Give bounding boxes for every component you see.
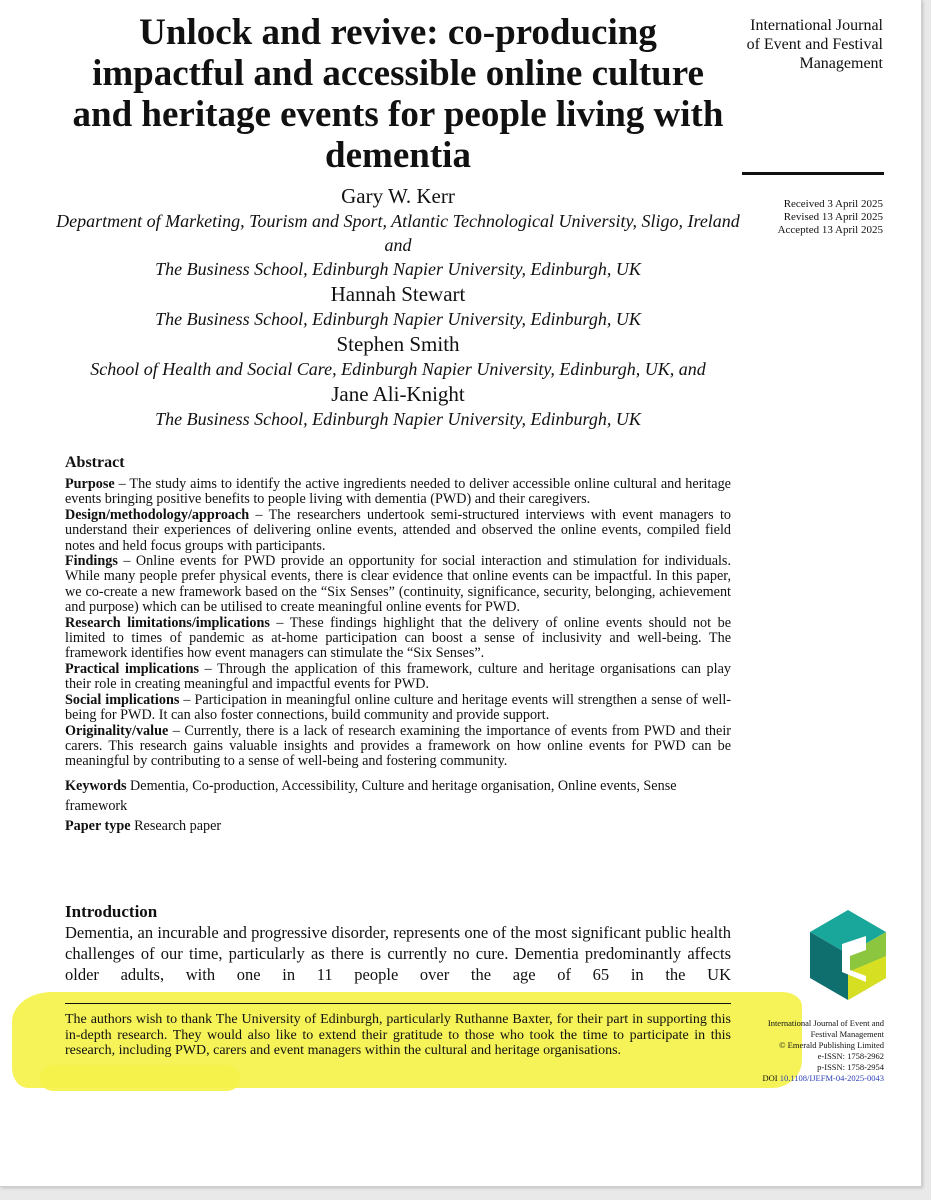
section-text: – Through the application of this framework, culture and heritage organisations can play their role in creating meaningful and impactful events for PWD. (65, 660, 731, 693)
abstract-limitations (65, 616, 731, 662)
publisher-pissn: p-ISSN: 1758-2954 (817, 1062, 884, 1072)
section-text: – Online events for PWD provide an opportunity for social interaction and stimulation for individuals. While many people prefer physical events, there is clear evidence that online events can be impactful. In this paper, we co-create a new framework based on the “Six Senses” (continuity, significance, security, belonging, achievement and purpose) which can be utilised to create meaningful online events for PWD. (65, 553, 731, 616)
section-text: – Participation in meaningful online culture and heritage events will strengthen a sense of well-being for PWD. It can also foster connections, build community and provide support. (65, 691, 732, 724)
author-affiliation: The Business School, Edinburgh Napier University, Edinburgh, UK (155, 409, 641, 429)
introduction-text: Dementia, an incurable and progressive disorder, represents one of the most significant public health challenges of our time, particularly as there is currently no cure. Dementia predominantly affects older adults, with one in 11 people over the age of 65 in the UK (65, 923, 731, 984)
paper-title: Unlock and revive: co-producing impactful and accessible online culture and heritage events for people living with dementia (72, 12, 724, 176)
abstract-design (65, 508, 731, 554)
abstract-findings (65, 554, 731, 616)
doi-label: DOI (762, 1073, 778, 1083)
highlighter-mark-tail (40, 1065, 240, 1091)
revised-date: Revised 13 April 2025 (783, 211, 883, 223)
abstract (65, 453, 731, 836)
author-affiliation: School of Health and Social Care, Edinburgh Napier University, Edinburgh, UK, and (90, 359, 706, 379)
doi-link[interactable]: 10.1108/IJEFM-04-2025-0043 (779, 1073, 884, 1083)
accepted-date: Accepted 13 April 2025 (777, 224, 883, 236)
section-text: – The researchers undertook semi-structured interviews with event managers to understand their experiences of delivering online events, attended and observed the online events, compiled field notes and held focus groups with participants. (65, 506, 731, 554)
footnote-rule (65, 1003, 731, 1004)
publisher-copyright: © Emerald Publishing Limited (779, 1040, 884, 1050)
author-affiliation: The Business School, Edinburgh Napier University, Edinburgh, UK (155, 259, 641, 279)
abstract-purpose (65, 477, 731, 508)
paper-type (65, 816, 731, 836)
journal-name: International Journal of Event and Festival Management (746, 17, 883, 72)
author-name: Jane Ali-Knight (331, 382, 465, 406)
section-label: Social implications (65, 691, 180, 708)
introduction (65, 901, 731, 985)
abstract-heading: Abstract (65, 454, 125, 471)
section-label: Research limitations/implications (65, 614, 270, 631)
author-affiliation: Department of Marketing, Tourism and Sport, Atlantic Technological University, Sligo, Ireland and (56, 211, 740, 255)
section-label: Design/methodology/approach (65, 506, 250, 523)
section-text: – These findings highlight that the delivery of online events should not be limited to times of pandemic as at-home participation can boost a sense of inclusivity and well-being. The framework identifies how event managers can stimulate the “Six Senses”. (65, 614, 731, 662)
received-date: Received 3 April 2025 (783, 198, 883, 210)
publisher-journal: International Journal of Event and Festival Management (767, 1018, 884, 1039)
paper-type-text: Research paper (130, 817, 222, 834)
section-label: Purpose (65, 476, 115, 492)
publisher-doi (742, 1073, 884, 1084)
abstract-social (65, 693, 731, 724)
acknowledgement-footnote: The authors wish to thank The University of Edinburgh, particularly Ruthanne Baxter, for their part in supporting this in-depth research. They would also like to extend their gratitude to those who took the time to participate in this research, including PWD, carers and event managers within the cultural and heritage organisations. (65, 1012, 731, 1058)
author-block (55, 183, 741, 431)
section-text: – Currently, there is a lack of research examining the importance of events from PWD and their carers. This research gains valuable insights and provides a framework on how online events for PWD can be meaningful by contributing to a sense of well-being and fostering community. (65, 722, 731, 770)
keywords-label: Keywords (65, 777, 127, 794)
emerald-logo-icon (808, 910, 888, 1000)
author-name: Stephen Smith (336, 332, 460, 356)
section-label: Originality/value (65, 722, 169, 739)
publisher-eissn: e-ISSN: 1758-2962 (817, 1051, 884, 1061)
abstract-practical (65, 662, 731, 693)
submission-dates (742, 198, 883, 237)
author-name: Gary W. Kerr (341, 184, 455, 208)
section-text: – The study aims to identify the active ingredients needed to deliver accessible online cultural and heritage events bringing positive benefits to people living with dementia (PWD) and their caregivers. (65, 476, 731, 508)
keywords (65, 776, 731, 816)
journal-rule (742, 172, 884, 175)
author-affiliation: The Business School, Edinburgh Napier University, Edinburgh, UK (155, 309, 641, 329)
keywords-text: Dementia, Co-production, Accessibility, Culture and heritage organisation, Online events, Sense framework (65, 777, 677, 814)
section-label: Findings (65, 553, 118, 570)
section-label: Practical implications (65, 660, 200, 677)
paper-type-label: Paper type (65, 817, 131, 834)
publisher-info (742, 1018, 884, 1084)
introduction-heading: Introduction (65, 902, 158, 921)
author-name: Hannah Stewart (330, 282, 466, 306)
abstract-originality (65, 724, 731, 770)
